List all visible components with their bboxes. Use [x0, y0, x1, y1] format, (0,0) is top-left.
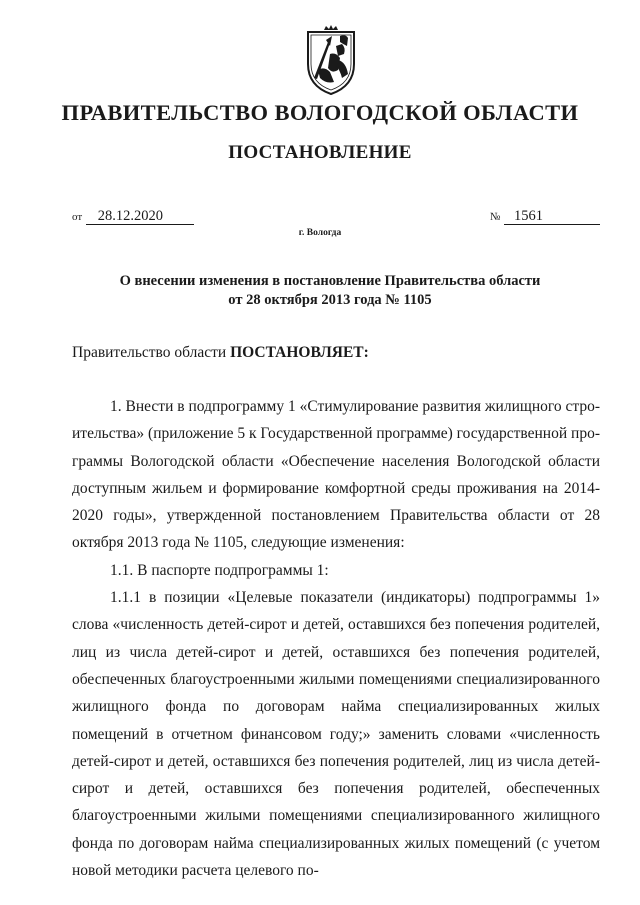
date-block	[72, 208, 194, 225]
document-date: 28.12.2020	[86, 209, 194, 225]
document-meta	[72, 208, 600, 230]
decree-verb: ПОСТАНОВЛЯЕТ:	[230, 344, 369, 361]
decree-prefix: Правительство области	[72, 344, 231, 361]
date-prefix: от	[72, 211, 83, 223]
organization-name: ПРАВИТЕЛЬСТВО ВОЛОГОДСКОЙ ОБЛАСТИ	[61, 100, 579, 125]
document-number: 1561	[504, 209, 600, 225]
subject-line-1: О внесении изменения в постановление Правительства области	[119, 273, 541, 289]
document-body	[72, 393, 600, 884]
number-prefix: №	[489, 211, 501, 223]
vologda-coat-of-arms-icon	[300, 24, 362, 96]
city-label: г. Вологда	[298, 228, 342, 238]
decree-statement	[72, 344, 369, 362]
subject-line-2: от 28 октября 2013 года № 1105	[228, 292, 432, 308]
paragraph-1: 1. Внести в подпрограмму 1 «Стимулирование развития жилищного строительства» (приложение 5 к Государственной программе) государственной программы Вологодской области «Обеспечение населения Вологодской области доступным жильем и формирование комфортной среды проживания на 2014-2020 годы», утвержденной постановлением Правительства области от 28 октября 2013 года № 1105, следующие изменения:	[72, 398, 600, 552]
number-block	[490, 208, 600, 225]
document-subject	[90, 272, 570, 310]
paragraph-3: 1.1.1 в позиции «Целевые показатели (индикаторы) подпрограммы 1» слова «численность детей-сирот и детей, оставшихся без попечения родителей, лиц из числа детей-сирот и детей, оставшихся без попечения родителей, обеспеченных благоустроенными жилыми помещениями специализированного жилищного фонда по договорам найма специализированных жилых помещений в отчетном финансовом году;» заменить словами «численность детей-сирот и детей, оставшихся без попечения родителей, лиц из числа детей-сирот и детей, оставшихся без попечения родителей, обеспеченных благоустроенными жилыми помещениями специализированного жилищного фонда по договорам найма специализированных жилых помещений (с учетом новой методики расчета целевого по-	[72, 589, 600, 880]
paragraph-2: 1.1. В паспорте подпрограммы 1:	[110, 561, 329, 579]
document-type: ПОСТАНОВЛЕНИЕ	[228, 142, 412, 163]
